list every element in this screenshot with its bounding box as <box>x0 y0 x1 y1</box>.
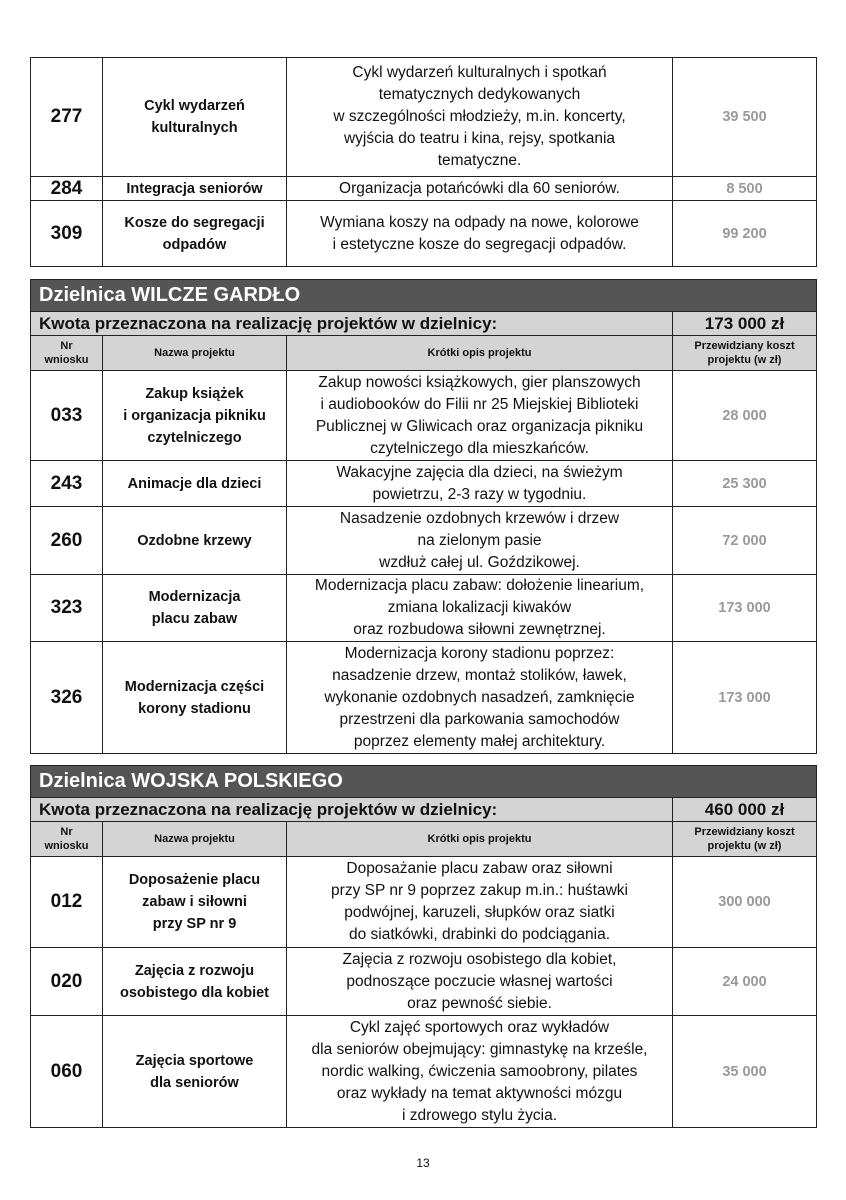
col-header-cost: Przewidziany koszt projektu (w zł) <box>673 822 817 857</box>
project-number: 260 <box>31 507 103 575</box>
project-name: Integracja seniorów <box>103 177 287 201</box>
table-row <box>31 461 817 507</box>
table-row <box>31 642 817 754</box>
project-name: Zakup książek i organizacja pikniku czytelniczego <box>103 371 287 461</box>
project-name: Doposażenie placu zabaw i siłowni przy SP nr 9 <box>103 857 287 948</box>
project-description: Zakup nowości książkowych, gier planszowych i audiobooków do Filii nr 25 Miejskiej Biblioteki Publicznej w Gliwicach oraz organizacja pikniku czytelniczego dla mieszkańców. <box>287 371 673 461</box>
table-row <box>31 58 817 177</box>
col-header-name: Nazwa projektu <box>103 822 287 857</box>
project-name: Ozdobne krzewy <box>103 507 287 575</box>
project-cost: 8 500 <box>673 177 817 201</box>
table-row <box>31 948 817 1016</box>
project-number: 020 <box>31 948 103 1016</box>
project-number: 323 <box>31 575 103 642</box>
projects-table-continued <box>30 57 817 267</box>
district-title: Dzielnica WOJSKA POLSKIEGO <box>31 766 817 798</box>
district-title: Dzielnica WILCZE GARDŁO <box>31 280 817 312</box>
project-number: 033 <box>31 371 103 461</box>
page-number: 13 <box>416 1156 430 1170</box>
budget-row <box>31 798 817 822</box>
district-title-row <box>31 766 817 798</box>
project-name: Kosze do segregacji odpadów <box>103 201 287 267</box>
project-cost: 28 000 <box>673 371 817 461</box>
table-row <box>31 177 817 201</box>
table-row <box>31 1016 817 1128</box>
col-header-desc: Krótki opis projektu <box>287 336 673 371</box>
project-cost: 300 000 <box>673 857 817 948</box>
project-number: 243 <box>31 461 103 507</box>
col-header-desc: Krótki opis projektu <box>287 822 673 857</box>
project-description: Cykl zajęć sportowych oraz wykładów dla seniorów obejmujący: gimnastykę na krześle, nordic walking, ćwiczenia samoobrony, pilates oraz wykłady na temat aktywności mózgu i zdrowego stylu życia. <box>287 1016 673 1128</box>
table-row <box>31 371 817 461</box>
project-name: Modernizacja części korony stadionu <box>103 642 287 754</box>
project-name: Modernizacja placu zabaw <box>103 575 287 642</box>
project-cost: 72 000 <box>673 507 817 575</box>
project-cost: 39 500 <box>673 58 817 177</box>
project-cost: 35 000 <box>673 1016 817 1128</box>
project-name: Cykl wydarzeń kulturalnych <box>103 58 287 177</box>
district-table-wilcze-gardlo <box>30 279 817 754</box>
project-description: Zajęcia z rozwoju osobistego dla kobiet, podnoszące poczucie własnej wartości oraz pewność siebie. <box>287 948 673 1016</box>
col-header-cost: Przewidziany koszt projektu (w zł) <box>673 336 817 371</box>
district-table-wojska-polskiego <box>30 765 817 1128</box>
project-cost: 173 000 <box>673 642 817 754</box>
project-description: Wakacyjne zajęcia dla dzieci, na świeżym powietrzu, 2-3 razy w tygodniu. <box>287 461 673 507</box>
project-number: 309 <box>31 201 103 267</box>
district-title-row <box>31 280 817 312</box>
project-number: 284 <box>31 177 103 201</box>
project-description: Wymiana koszy na odpady na nowe, kolorowe i estetyczne kosze do segregacji odpadów. <box>287 201 673 267</box>
project-description: Organizacja potańcówki dla 60 seniorów. <box>287 177 673 201</box>
column-header-row <box>31 822 817 857</box>
budget-label: Kwota przeznaczona na realizację projektów w dzielnicy: <box>31 312 673 336</box>
table-row <box>31 201 817 267</box>
project-number: 060 <box>31 1016 103 1128</box>
project-cost: 99 200 <box>673 201 817 267</box>
table-row <box>31 575 817 642</box>
project-number: 326 <box>31 642 103 754</box>
col-header-name: Nazwa projektu <box>103 336 287 371</box>
project-description: Modernizacja placu zabaw: dołożenie linearium, zmiana lokalizacji kiwaków oraz rozbudowa siłowni zewnętrznej. <box>287 575 673 642</box>
project-cost: 25 300 <box>673 461 817 507</box>
project-description: Cykl wydarzeń kulturalnych i spotkań tematycznych dedykowanych w szczególności młodzieży, m.in. koncerty, wyjścia do teatru i kina, rejsy, spotkania tematyczne. <box>287 58 673 177</box>
project-cost: 24 000 <box>673 948 817 1016</box>
project-number: 277 <box>31 58 103 177</box>
project-name: Zajęcia sportowe dla seniorów <box>103 1016 287 1128</box>
project-description: Modernizacja korony stadionu poprzez: nasadzenie drzew, montaż stolików, ławek, wykonanie ozdobnych nasadzeń, zamknięcie przestrzeni dla parkowania samochodów poprzez elementy małej architektury. <box>287 642 673 754</box>
project-cost: 173 000 <box>673 575 817 642</box>
project-number: 012 <box>31 857 103 948</box>
table-row <box>31 857 817 948</box>
budget-label: Kwota przeznaczona na realizację projektów w dzielnicy: <box>31 798 673 822</box>
project-name: Zajęcia z rozwoju osobistego dla kobiet <box>103 948 287 1016</box>
project-description: Nasadzenie ozdobnych krzewów i drzew na zielonym pasie wzdłuż całej ul. Goździkowej. <box>287 507 673 575</box>
column-header-row <box>31 336 817 371</box>
project-name: Animacje dla dzieci <box>103 461 287 507</box>
budget-amount: 173 000 zł <box>673 312 817 336</box>
project-description: Doposażanie placu zabaw oraz siłowni przy SP nr 9 poprzez zakup m.in.: huśtawki podwójnej, karuzeli, słupków oraz siatki do siatkówki, drabinki do podciągania. <box>287 857 673 948</box>
table-row <box>31 507 817 575</box>
col-header-nr: Nr wniosku <box>31 822 103 857</box>
col-header-nr: Nr wniosku <box>31 336 103 371</box>
budget-row <box>31 312 817 336</box>
budget-amount: 460 000 zł <box>673 798 817 822</box>
